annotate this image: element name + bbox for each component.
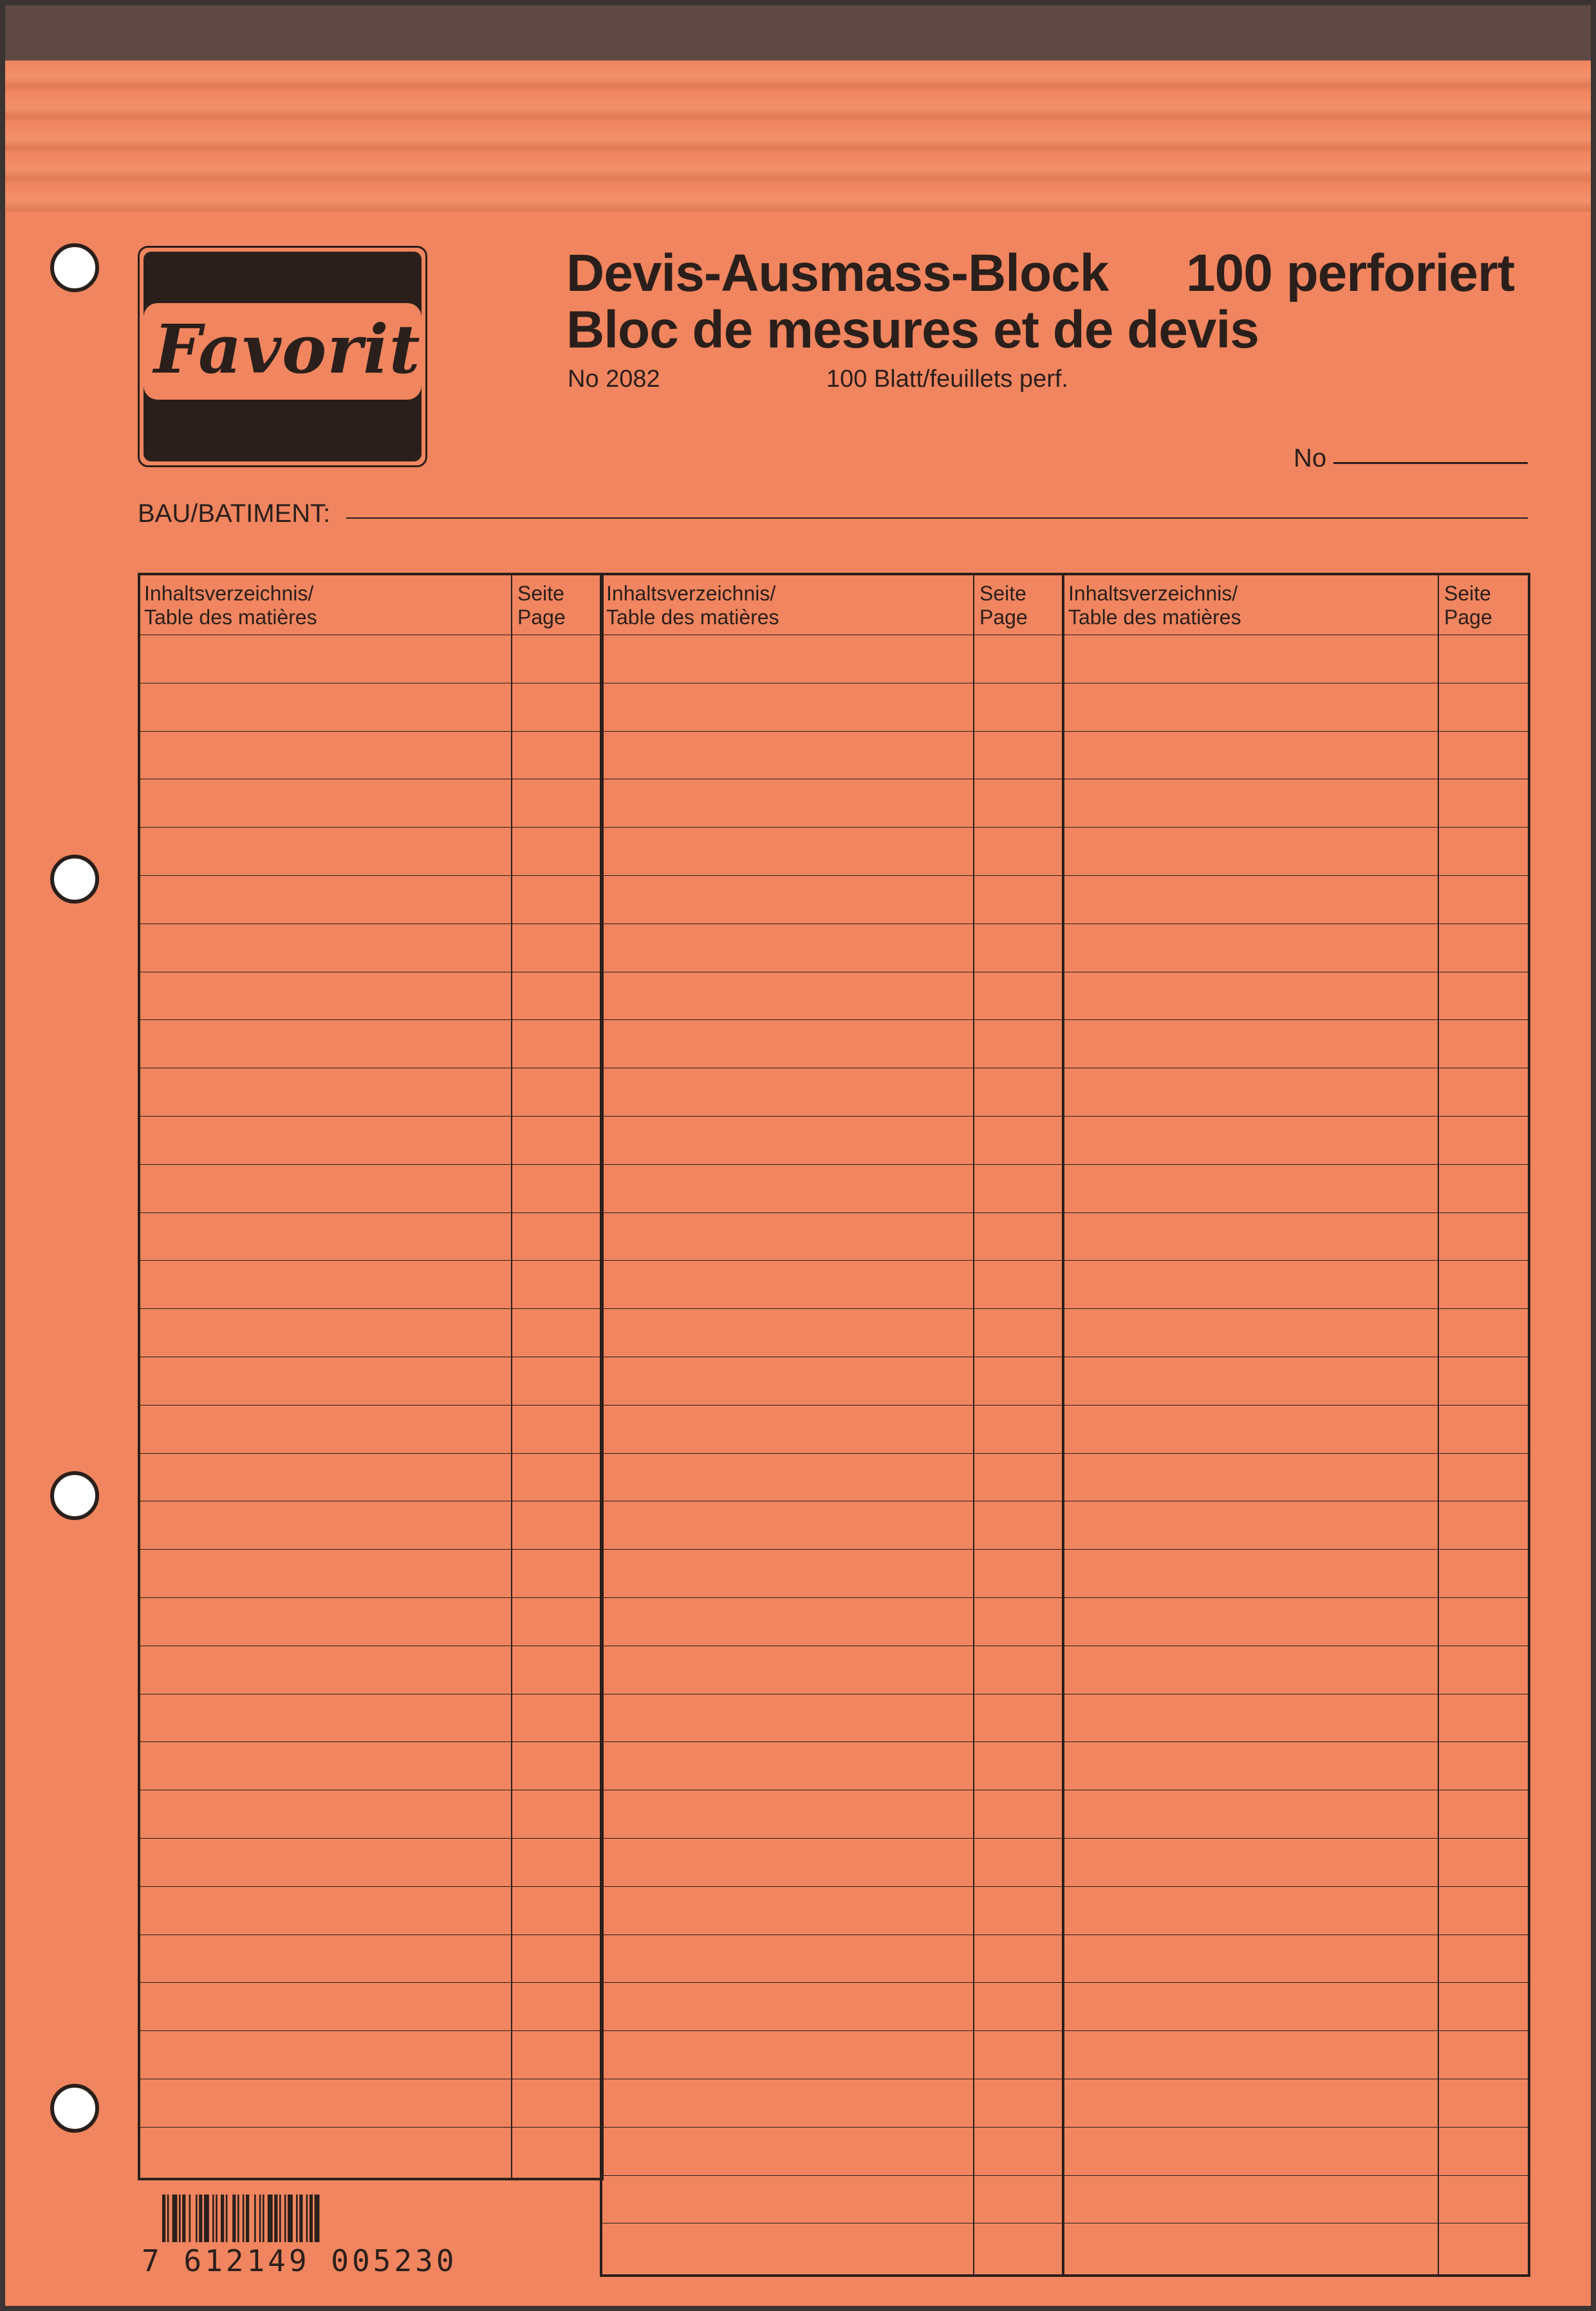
- table-row-line: [601, 1453, 1063, 1454]
- barcode-number: 7 612149 005230: [142, 2243, 458, 2278]
- table-row-line: [139, 923, 602, 924]
- table-row-line: [601, 1886, 1063, 1887]
- table-row-line: [1063, 2127, 1529, 2128]
- barcode-bar: [259, 2195, 261, 2242]
- table-row-line: [139, 1405, 602, 1406]
- page-divider-3: [1438, 574, 1439, 2276]
- table-row-line: [1063, 923, 1529, 924]
- barcode-bar: [299, 2195, 302, 2242]
- table-row-line: [601, 1597, 1063, 1598]
- column-3-header-line2: Table des matières: [1068, 606, 1241, 629]
- table-row-line: [1063, 731, 1529, 732]
- barcode-bar: [172, 2195, 178, 2242]
- barcode-bar: [288, 2195, 293, 2242]
- index-column-2: [600, 573, 1064, 2277]
- barcode-bar: [216, 2195, 218, 2242]
- barcode-bar: [221, 2195, 224, 2242]
- number-label: No: [1294, 444, 1327, 472]
- table-row-line: [601, 923, 1063, 924]
- title-french: Bloc de mesures et de devis: [566, 301, 1259, 359]
- barcode-bar: [199, 2195, 202, 2242]
- column-3-header-line1: Inhaltsverzeichnis/: [1068, 582, 1238, 605]
- table-row-line: [1063, 1549, 1529, 1550]
- table-row-line: [601, 2175, 1063, 2176]
- table-row-line: [1063, 1019, 1529, 1020]
- table-row-line: [601, 875, 1063, 876]
- table-row-line: [139, 875, 602, 876]
- table-row-line: [139, 1308, 602, 1309]
- column-2-page-line1: Seite: [979, 582, 1026, 605]
- table-row-line: [139, 1164, 602, 1165]
- column-2-page-header: [979, 582, 1028, 629]
- table-row-line: [139, 1453, 602, 1454]
- barcode-bar: [232, 2195, 236, 2242]
- table-row-line: [601, 1838, 1063, 1839]
- table-row-line: [1063, 1308, 1529, 1309]
- barcode-bar: [179, 2195, 181, 2242]
- sheet-info: 100 Blatt/feuillets perf.: [826, 366, 1068, 393]
- punch-hole-4: [50, 2084, 99, 2133]
- table-row-line: [139, 1260, 602, 1261]
- barcode-bar: [246, 2195, 249, 2242]
- barcode-bar: [243, 2195, 245, 2242]
- article-number: No 2082: [568, 366, 660, 393]
- barcode-bar: [296, 2195, 298, 2242]
- table-row-line: [139, 1597, 602, 1598]
- number-field-line[interactable]: [1333, 462, 1528, 464]
- logo-wordmark: Favorit: [154, 310, 421, 389]
- table-row-line: [1063, 1838, 1529, 1839]
- page-divider-1: [511, 574, 512, 2179]
- column-1-header: [144, 582, 317, 629]
- barcode-bar: [274, 2195, 277, 2242]
- table-row-line: [139, 1019, 602, 1020]
- table-row-line: [601, 1164, 1063, 1165]
- punch-hole-3: [50, 1471, 99, 1520]
- column-1-page-line1: Seite: [517, 582, 564, 605]
- table-row-line: [139, 2127, 602, 2128]
- table-row-line: [601, 1405, 1063, 1406]
- column-2-page-line2: Page: [979, 606, 1028, 629]
- column-3-page-header: [1444, 582, 1492, 629]
- table-row-line: [601, 1308, 1063, 1309]
- barcode-bar: [162, 2195, 165, 2242]
- barcode-bar: [237, 2195, 239, 2242]
- column-1-header-line1: Inhaltsverzeichnis/: [144, 582, 314, 605]
- table-row-line: [601, 1019, 1063, 1020]
- paper-stack-edges: [5, 60, 1591, 212]
- barcode-bar: [263, 2195, 264, 2242]
- barcode-bar: [268, 2195, 273, 2242]
- notepad-cover: [5, 5, 1591, 2306]
- barcode-bar: [284, 2195, 286, 2242]
- table-row-line: [1063, 1982, 1529, 1983]
- bau-label: BAU/BATIMENT:: [138, 499, 331, 528]
- column-1-page-line2: Page: [517, 606, 566, 629]
- table-row-line: [1063, 1741, 1529, 1742]
- table-row-line: [1063, 1212, 1529, 1213]
- table-row-line: [1063, 1164, 1529, 1165]
- table-row-line: [601, 1549, 1063, 1550]
- table-row-line: [601, 1116, 1063, 1117]
- table-row-line: [1063, 875, 1529, 876]
- barcode-bar: [315, 2195, 320, 2242]
- barcode-bar: [310, 2195, 313, 2242]
- table-row-line: [139, 1549, 602, 1550]
- title-perforated: 100 perforiert: [1186, 244, 1515, 302]
- table-row-line: [601, 827, 1063, 828]
- table-row-line: [1063, 1597, 1529, 1598]
- barcode-bar: [226, 2195, 228, 2242]
- column-1-header-line2: Table des matières: [144, 606, 317, 629]
- table-row-line: [601, 2030, 1063, 2031]
- index-column-3: [1062, 573, 1530, 2277]
- table-row-line: [139, 827, 602, 828]
- table-row-line: [601, 1260, 1063, 1261]
- title-german: Devis-Ausmass-Block: [566, 244, 1109, 302]
- table-row-line: [601, 1212, 1063, 1213]
- table-row-line: [601, 2127, 1063, 2128]
- table-row-line: [1063, 1405, 1529, 1406]
- column-3-header: [1068, 582, 1241, 629]
- table-row-line: [139, 1116, 602, 1117]
- table-row-line: [1063, 2030, 1529, 2031]
- table-row-line: [139, 1741, 602, 1742]
- table-row-line: [139, 1982, 602, 1983]
- table-row-line: [139, 1212, 602, 1213]
- table-row-line: [139, 1838, 602, 1839]
- table-row-line: [1063, 2175, 1529, 2176]
- column-1-page-header: [517, 582, 566, 629]
- table-row-line: [1063, 827, 1529, 828]
- page-divider-2: [973, 574, 974, 2276]
- barcode-bar: [182, 2195, 185, 2242]
- barcode-bar: [204, 2195, 209, 2242]
- barcode-bar: [167, 2195, 169, 2242]
- bau-field-line[interactable]: [346, 517, 1528, 519]
- index-column-1: [138, 573, 604, 2180]
- top-binding-edge: [5, 5, 1591, 60]
- table-row-line: [1063, 1453, 1529, 1454]
- column-3-page-line2: Page: [1444, 606, 1492, 629]
- table-row-line: [601, 731, 1063, 732]
- column-2-header: [606, 582, 779, 629]
- table-row-line: [601, 1982, 1063, 1983]
- column-2-header-line1: Inhaltsverzeichnis/: [606, 582, 776, 605]
- favorit-logo: [138, 246, 427, 467]
- table-row-line: [601, 1741, 1063, 1742]
- table-row-line: [139, 2030, 602, 2031]
- barcode-bar: [254, 2195, 256, 2242]
- column-3-page-line1: Seite: [1444, 582, 1491, 605]
- barcode-bar: [279, 2195, 281, 2242]
- barcode-bar: [196, 2195, 198, 2242]
- punch-hole-2: [50, 855, 99, 904]
- barcode-bar: [212, 2195, 214, 2242]
- table-row-line: [1063, 1116, 1529, 1117]
- table-row-line: [139, 731, 602, 732]
- table-row-line: [139, 1886, 602, 1887]
- table-row-line: [1063, 1260, 1529, 1261]
- column-2-header-line2: Table des matières: [606, 606, 779, 629]
- barcode-bar: [306, 2195, 308, 2242]
- table-row-line: [1063, 1886, 1529, 1887]
- barcode-bar: [189, 2195, 191, 2242]
- punch-hole-1: [50, 243, 99, 292]
